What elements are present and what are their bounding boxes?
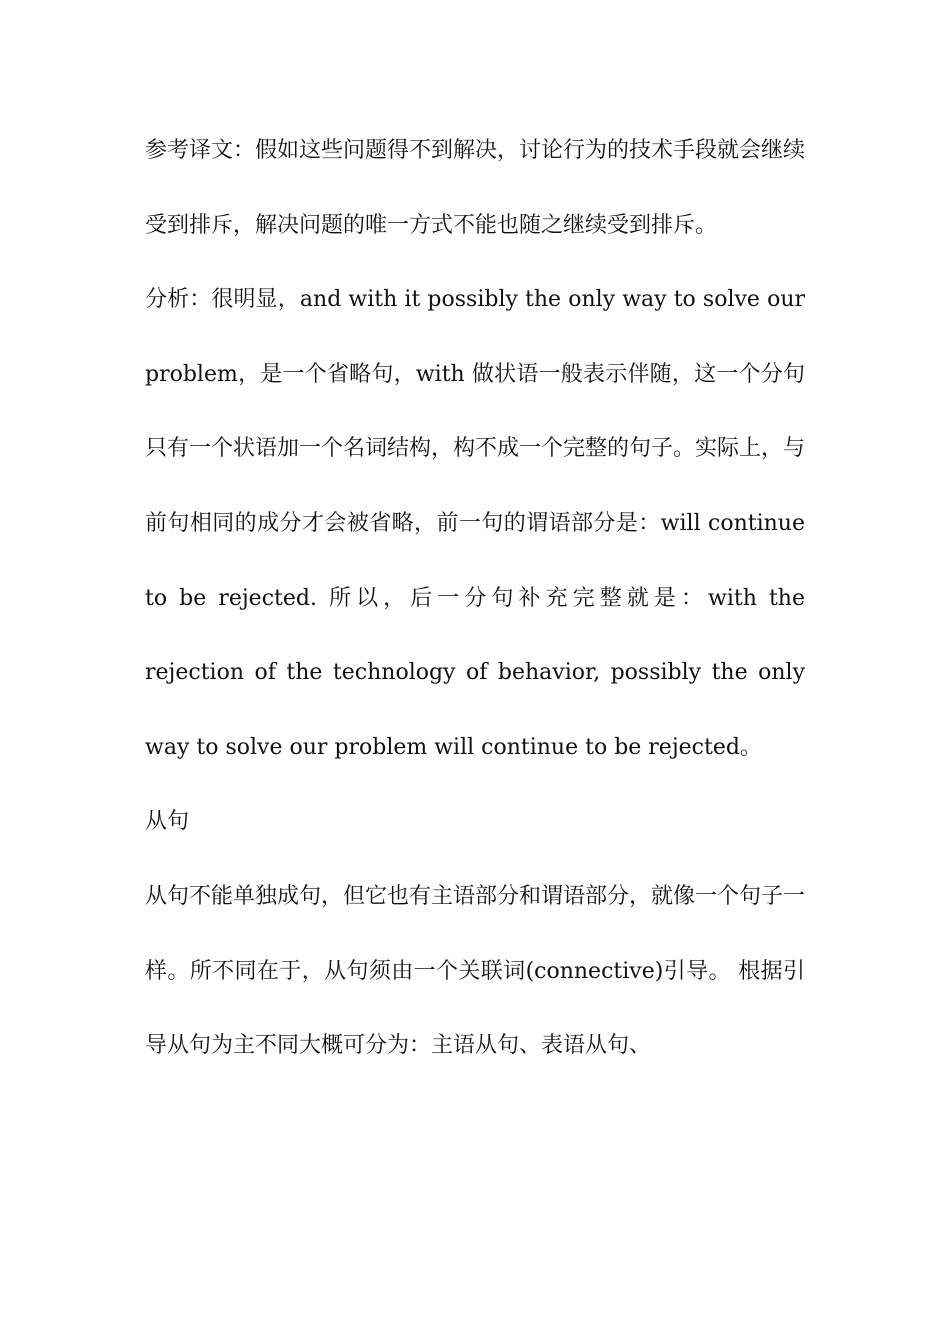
reference-translation-paragraph: 参考译文：假如这些问题得不到解决，讨论行为的技术手段就会继续受到排斥，解决问题的唯一方式不能也随之继续受到排斥。 — [145, 138, 806, 238]
document-page — [145, 114, 805, 1084]
clause-definition-paragraph: 从句不能单独成句，但它也有主语部分和谓语部分，就像一个句子一样。所不同在于，从句须由一个关联词(connective)引导。 根据引导从句为主不同大概可分为：主语从句、表语从句、 — [145, 883, 806, 1059]
section-heading-clause: 从句 — [145, 809, 190, 835]
analysis-paragraph: 分析：很明显，and with it possibly the only way to solve our problem，是一个省略句，with 做状语一般表示伴随，这一个分句只有一个状语加一个名词结构，构不成一个完整的句子。实际上，与前句相同的成分才会被省略，前一句的谓语部分是：will continue to be rejected. 所以，后一分句补充完整就是：with the rejection of the technology of behavior, possibly the only way to solve our problem will continue to be rejected。 — [145, 287, 806, 760]
